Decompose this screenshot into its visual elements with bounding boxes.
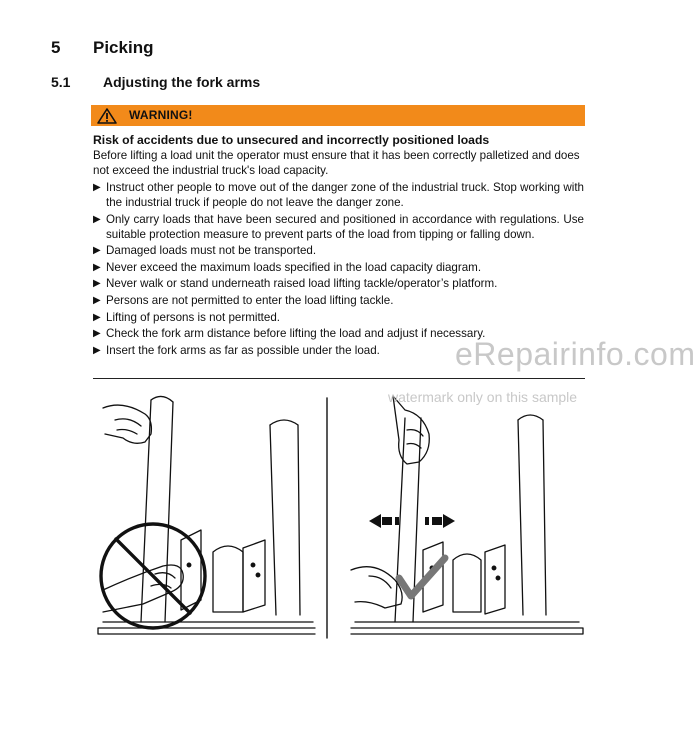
bullet-triangle-icon: ▶ (93, 344, 101, 356)
bullet-triangle-icon: ▶ (93, 213, 101, 225)
list-item: ▶ Persons are not permitted to enter the load lifting tackle. (93, 293, 394, 307)
subsection-number: 5.1 (51, 74, 71, 90)
bullet-triangle-icon: ▶ (93, 328, 101, 340)
watermark-note: watermark only on this sample (388, 389, 578, 405)
warning-label: WARNING! (129, 108, 193, 122)
warning-triangle-icon (97, 108, 117, 124)
section-number: 5 (51, 38, 61, 57)
bullet-triangle-icon: ▶ (93, 311, 101, 323)
list-item: ▶ Instruct other people to move out of the danger zone of the industrial truck. Stop working with the industrial truck if people do not leave the danger zone. (93, 181, 584, 209)
list-item: ▶ Never walk or stand underneath raised load lifting tackle/operator’s platform. (93, 277, 498, 291)
subsection-title: Adjusting the fork arms (103, 74, 261, 90)
bullet-triangle-icon: ▶ (93, 182, 101, 193)
list-item: ▶ Never exceed the maximum loads specified in the load capacity diagram. (93, 260, 482, 274)
list-item: ▶ Damaged loads must not be transported. (93, 244, 317, 258)
bullet-triangle-icon: ▶ (93, 245, 101, 257)
warning-body (93, 133, 584, 359)
bullet-triangle-icon: ▶ (93, 278, 101, 290)
fork-arm-illustration (93, 390, 593, 640)
divider (93, 378, 585, 379)
bullet-triangle-icon: ▶ (93, 294, 101, 306)
list-item: ▶ Only carry loads that have been secured and positioned in accordance with regulations. Use suitable protection measure to prevent parts of the load from tipping or falling down. (93, 212, 584, 241)
incorrect-method-figure (98, 396, 315, 634)
warning-intro: Before lifting a load unit the operator must ensure that it has been correctly palletized and does not exceed the industrial truck's load capacity. (93, 149, 580, 177)
list-item: ▶ Check the fork arm distance before lifting the load and adjust if necessary. (93, 327, 486, 341)
watermark-brand: eRepairinfo.com (455, 336, 696, 372)
correct-method-figure (351, 396, 583, 634)
list-item: ▶ Lifting of persons is not permitted. (93, 310, 280, 324)
warning-list (93, 180, 584, 358)
section-title: Picking (93, 38, 154, 57)
warning-title: Risk of accidents due to unsecured and incorrectly positioned loads (93, 133, 490, 147)
adjust-arrows-icon (369, 514, 455, 528)
bullet-triangle-icon: ▶ (93, 261, 101, 273)
list-item: ▶ Insert the fork arms as far as possible under the load. (93, 343, 380, 357)
warning-banner (91, 105, 585, 126)
